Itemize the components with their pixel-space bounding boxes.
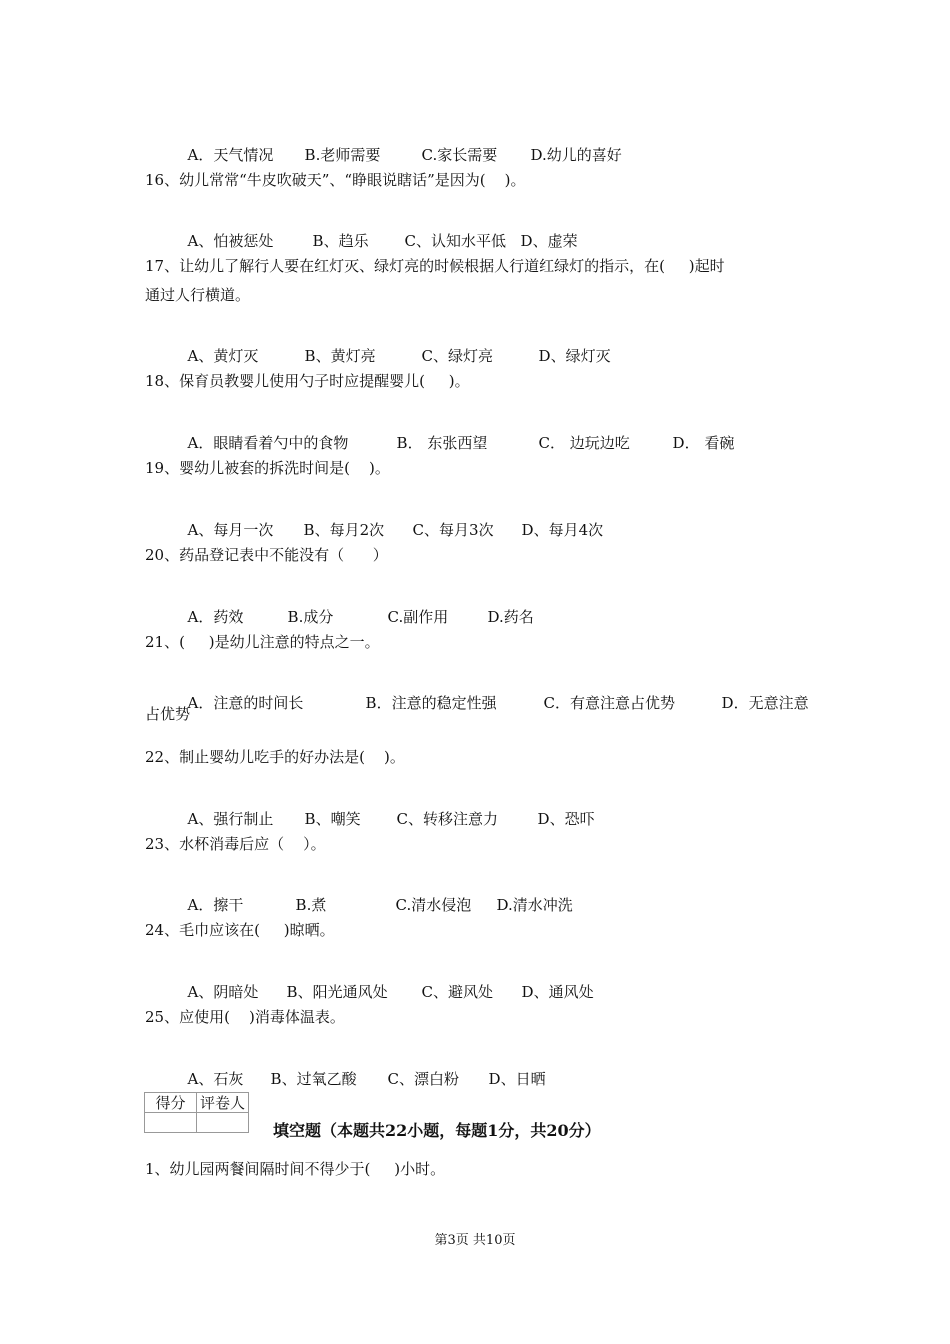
q20-option-a: A．药效 xyxy=(187,608,244,626)
q15-option-c: C.家长需要 xyxy=(421,146,498,164)
q24-option-d: D、通风处 xyxy=(521,983,594,1001)
q24-option-b: B、阳光通风处 xyxy=(286,983,388,1001)
q16-option-a: A、怕被惩处 xyxy=(187,232,274,250)
grader-header: 评卷人 xyxy=(197,1093,249,1113)
q22-option-d: D、恐吓 xyxy=(537,810,595,828)
q23-options xyxy=(178,878,573,914)
q18-option-a: A．眼睛看着勺中的食物 xyxy=(187,434,349,452)
q21-option-d: D．无意注意 xyxy=(721,694,809,712)
grader-cell xyxy=(197,1113,249,1133)
q20-option-d: D.药名 xyxy=(487,608,534,626)
q18-options xyxy=(178,416,734,452)
q18-option-d: D． 看碗 xyxy=(672,434,735,452)
q21-option-a: A．注意的时间长 xyxy=(187,694,304,712)
q18-text: 18、保育员教婴儿使用勺子时应提醒婴儿( )。 xyxy=(145,372,470,390)
q24-text: 24、毛巾应该在( )晾晒。 xyxy=(145,921,335,939)
q16-option-b: B、趋乐 xyxy=(312,232,369,250)
q25-option-b: B、过氧乙酸 xyxy=(270,1070,357,1088)
q23-text: 23、水杯消毒后应（ ）。 xyxy=(145,835,326,853)
q23-option-a: A．擦干 xyxy=(187,896,244,914)
q21-text: 21、( )是幼儿注意的特点之一。 xyxy=(145,633,380,651)
q25-options xyxy=(178,1052,546,1088)
q15-options xyxy=(178,128,622,164)
q16-option-d: D、虚荣 xyxy=(520,232,578,250)
q16-options xyxy=(178,214,578,250)
q20-options xyxy=(178,590,534,626)
q19-option-d: D、每月4次 xyxy=(521,521,604,539)
q23-option-d: D.清水冲洗 xyxy=(496,896,573,914)
q21-option-continuation: 占优势 xyxy=(145,705,191,723)
q18-option-c: C． 边玩边吃 xyxy=(538,434,630,452)
q25-option-c: C、漂白粉 xyxy=(387,1070,460,1088)
page-footer: 第3页 共10页 xyxy=(434,1233,516,1248)
fill1-text: 1、幼儿园两餐间隔时间不得少于( )小时。 xyxy=(145,1160,446,1178)
q25-text: 25、应使用( )消毒体温表。 xyxy=(145,1008,345,1026)
q21-option-b: B．注意的稳定性强 xyxy=(365,694,497,712)
q22-option-a: A、强行制止 xyxy=(187,810,274,828)
q20-option-b: B.成分 xyxy=(287,608,334,626)
q22-option-c: C、转移注意力 xyxy=(396,810,499,828)
q15-option-a: A．天气情况 xyxy=(187,146,274,164)
q17-option-b: B、黄灯亮 xyxy=(304,347,376,365)
q15-option-b: B.老师需要 xyxy=(304,146,381,164)
q15-option-d: D.幼儿的喜好 xyxy=(530,146,622,164)
q17-options xyxy=(178,329,611,365)
q23-option-b: B.煮 xyxy=(295,896,327,914)
score-table xyxy=(144,1092,249,1133)
q22-option-b: B、嘲笑 xyxy=(304,810,361,828)
q16-text: 16、幼儿常常“牛皮吹破天”、“睁眼说瞎话”是因为( )。 xyxy=(145,171,526,189)
q23-option-c: C.清水侵泡 xyxy=(395,896,472,914)
q22-options xyxy=(178,792,595,828)
q21-option-c: C．有意注意占优势 xyxy=(543,694,676,712)
q17-option-c: C、绿灯亮 xyxy=(421,347,494,365)
q20-option-c: C.副作用 xyxy=(387,608,449,626)
q19-option-c: C、每月3次 xyxy=(412,521,494,539)
q24-option-a: A、阴暗处 xyxy=(187,983,259,1001)
q19-option-a: A、每月一次 xyxy=(187,521,274,539)
q24-options xyxy=(178,965,594,1001)
q25-option-d: D、日晒 xyxy=(488,1070,546,1088)
q19-text: 19、婴幼儿被套的拆洗时间是( )。 xyxy=(145,459,390,477)
q25-option-a: A、石灰 xyxy=(187,1070,244,1088)
score-header: 得分 xyxy=(145,1093,197,1113)
q19-option-b: B、每月2次 xyxy=(303,521,385,539)
q18-option-b: B． 东张西望 xyxy=(396,434,488,452)
q17-option-a: A、黄灯灭 xyxy=(187,347,259,365)
q22-text: 22、制止婴幼儿吃手的好办法是( )。 xyxy=(145,748,405,766)
q20-text: 20、药品登记表中不能没有（ ） xyxy=(145,546,388,564)
q19-options xyxy=(178,503,603,539)
q16-option-c: C、认知水平低 xyxy=(404,232,507,250)
q17-text-line1: 17、让幼儿了解行人要在红灯灭、绿灯亮的时候根据人行道红绿灯的指示，在( )起时 xyxy=(145,257,725,275)
q17-text-line2: 通过人行横道。 xyxy=(145,286,251,304)
q21-options xyxy=(178,676,809,712)
q24-option-c: C、避风处 xyxy=(421,983,494,1001)
section-title: 填空题（本题共22小题，每题1分，共20分） xyxy=(273,1121,601,1140)
q17-option-d: D、绿灯灭 xyxy=(538,347,611,365)
score-cell xyxy=(145,1113,197,1133)
